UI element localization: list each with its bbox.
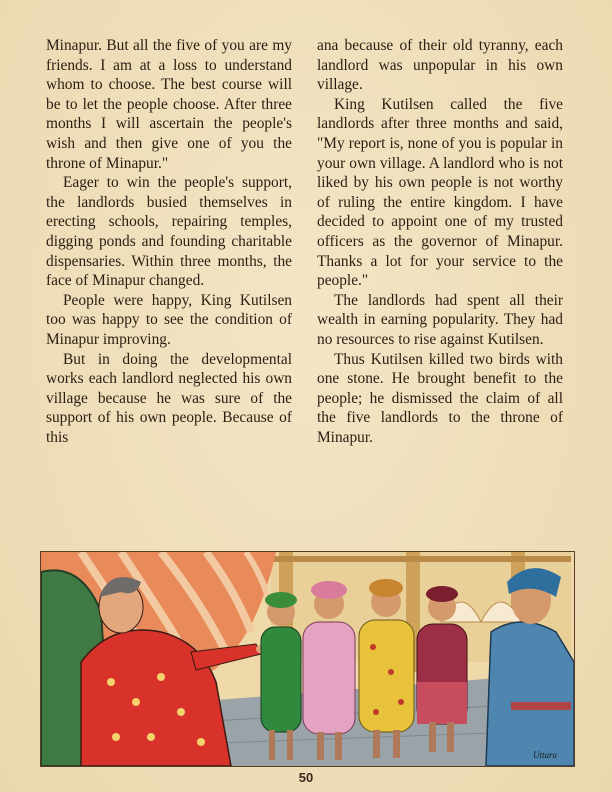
right-paragraph-1: ana because of their old tyranny, each landlord was unpopular in his own village. (317, 37, 563, 94)
right-paragraph-2: King Kutilsen called the five landlords after three months and said, "My report is, none of you is popular in your own village. A landlord who is not liked by his own people is not worthy of ruling the entire kingdom. I have decided to appoint one of my trusted officers as the governor of Minapur. Thanks a lot for your service to the people." (317, 95, 563, 290)
right-text-column (317, 36, 563, 447)
left-paragraph-3: People were happy, King Kutilsen too was happy to see the condition of Minapur improving. (46, 291, 292, 348)
hall-beam (271, 556, 571, 562)
right-paragraph-4: Thus Kutilsen killed two birds with one stone. He brought benefit to the people; he dismissed the claim of all the five landlords to the throne of Minapur. (317, 350, 563, 446)
left-paragraph-2: Eager to win the people's support, the landlords busied themselves in erecting schools, repairing temples, digging ponds and founding charitable dispensaries. Within three months, the face of Minapur changed. (46, 174, 292, 290)
story-illustration (40, 551, 575, 767)
right-paragraph-3: The landlords had spent all their wealth in earning popularity. They had no resources to rise against Kutilsen. (317, 291, 563, 348)
artist-signature: Uttara (533, 750, 558, 760)
left-paragraph-1: Minapur. But all the five of you are my friends. I am at a loss to understand whom to choose. The best course will be to let the people choose. After three months I will ascertain the people's wish and then give one of you the throne of Minapur." (46, 37, 292, 172)
court-scene-svg (41, 552, 574, 766)
page-number: 50 (298, 770, 314, 785)
left-paragraph-4: But in doing the developmental works each landlord neglected his own village because he was sure of the support of his own people. Because of this (46, 350, 292, 446)
left-text-column (46, 36, 292, 447)
